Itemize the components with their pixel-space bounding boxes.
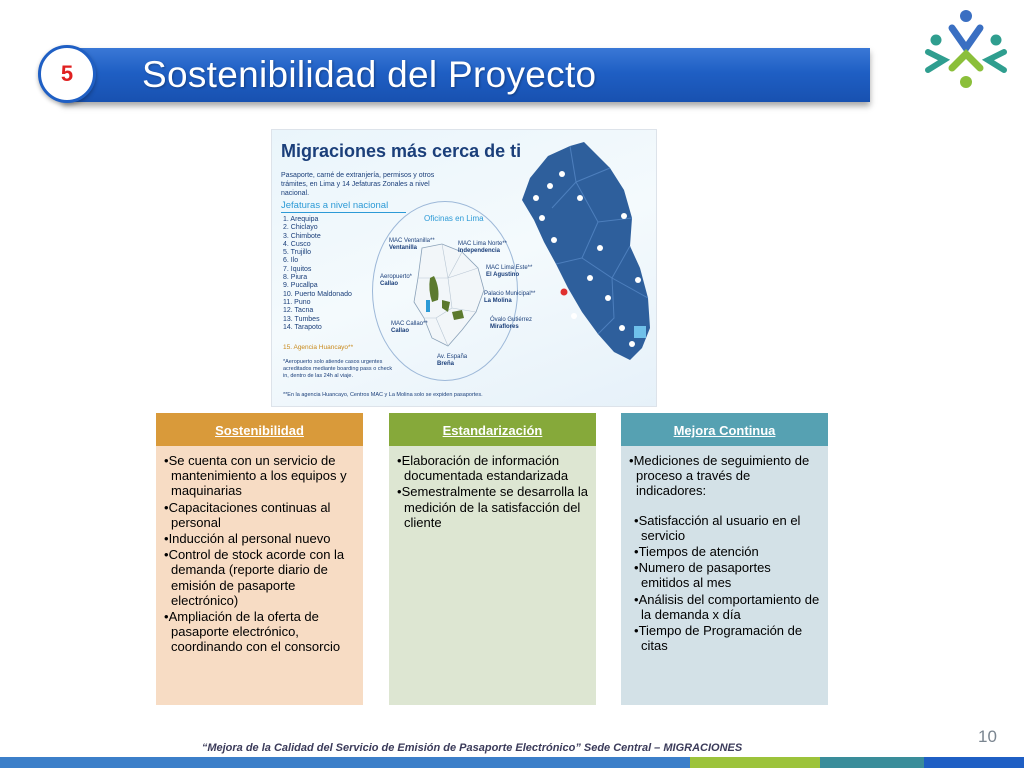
oficinas-title: Oficinas en Lima xyxy=(424,214,484,223)
office-label: MAC Lima Este** El Agustino xyxy=(486,265,533,278)
office-label: MAC Lima Norte** Independencia xyxy=(458,241,508,254)
jefaturas-title: Jefaturas a nivel nacional xyxy=(281,200,389,211)
bullet-list xyxy=(397,453,588,530)
list-item: • Análisis del comportamiento de la demanda x día xyxy=(629,592,820,622)
footer-color-bar xyxy=(0,757,1024,768)
list-item: 10. Puerto Maldonado xyxy=(283,290,352,298)
list-item: • Tiempos de atención xyxy=(629,544,820,559)
peru-map-icon xyxy=(512,138,654,363)
list-item: • Satisfacción al usuario en el servicio xyxy=(629,513,820,543)
jefaturas-divider xyxy=(281,212,406,213)
office-label: Óvalo Gutiérrez Miraflores xyxy=(490,317,533,330)
column-heading: Mejora Continua xyxy=(621,413,828,446)
migraciones-infographic xyxy=(271,129,657,407)
column-body xyxy=(389,446,596,705)
list-item: • Mediciones de seguimiento de proceso a través de indicadores: xyxy=(629,453,820,499)
sostenibilidad-column xyxy=(156,413,363,705)
jefaturas-list xyxy=(283,216,352,332)
list-item: 5. Trujillo xyxy=(283,249,312,257)
section-number-badge: 5 xyxy=(38,45,96,103)
huancayo-note: **En la agencia Huancayo, Centros MAC y La Molina solo se expiden pasaportes. xyxy=(283,392,483,398)
list-item: • Tiempo de Programación de citas xyxy=(629,623,820,653)
indicator-list xyxy=(629,513,820,654)
list-item: 7. Iquitos xyxy=(283,265,312,273)
list-item: 11. Puno xyxy=(283,298,311,306)
list-item: 8. Piura xyxy=(283,274,308,282)
list-item: • Semestralmente se desarrolla la medición de la satisfacción del cliente xyxy=(397,484,588,530)
mejora-continua-column xyxy=(621,413,828,705)
list-item: • Inducción al personal nuevo xyxy=(164,531,355,546)
list-item: • Elaboración de información documentada estandarizada xyxy=(397,453,588,483)
infographic-title: Migraciones más cerca de ti xyxy=(281,141,522,161)
list-item: 2. Chiclayo xyxy=(283,224,318,232)
column-heading: Estandarización xyxy=(389,413,596,446)
footer-caption: “Mejora de la Calidad del Servicio de Emisión de Pasaporte Electrónico” Sede Central – MIGRACIONES xyxy=(201,742,743,754)
list-item: 12. Tacna xyxy=(283,307,314,315)
page-number: 10 xyxy=(978,727,997,746)
list-item: • Capacitaciones continuas al personal xyxy=(164,500,355,530)
list-item: 1. Arequipa xyxy=(283,216,319,223)
office-label: MAC Callao** Callao xyxy=(391,321,428,334)
estandarizacion-column xyxy=(389,413,596,705)
list-item: 13. Tumbes xyxy=(283,315,320,323)
office-label: Av. España Breña xyxy=(437,354,468,367)
list-item: • Control de stock acorde con la demanda (reporte diario de emisión de pasaporte electrónico) xyxy=(164,547,355,608)
column-body xyxy=(156,446,363,705)
list-item: • Se cuenta con un servicio de mantenimiento a los equipos y maquinarias xyxy=(164,453,355,499)
office-label: Palacio Municipal** La Molina xyxy=(484,291,536,304)
migraciones-logo-icon xyxy=(922,8,1010,90)
infographic-subtitle: Pasaporte, carné de extranjería, permisos y otros trámites, en Lima y 14 Jefaturas Zonales a nivel nacional. xyxy=(281,172,435,197)
list-item: 9. Pucallpa xyxy=(283,282,318,290)
office-label: MAC Ventanilla** Ventanilla xyxy=(389,238,435,251)
footer-bar-segment xyxy=(820,757,924,768)
list-item: • Ampliación de la oferta de pasaporte electrónico, coordinando con el consorcio xyxy=(164,609,355,655)
bullet-list xyxy=(164,453,355,655)
list-item: • Numero de pasaportes emitidos al mes xyxy=(629,560,820,590)
footer-bar-segment xyxy=(690,757,820,768)
list-item: 14. Tarapoto xyxy=(283,323,322,331)
slide-title: Sostenibilidad del Proyecto xyxy=(142,54,597,95)
office-label: Aeropuerto* Callao xyxy=(380,274,413,287)
list-item: 3. Chimbote xyxy=(283,232,321,240)
list-item: 6. Ilo xyxy=(283,257,299,265)
huancayo-agency: 15. Agencia Huancayo** xyxy=(283,344,354,351)
list-item: 4. Cusco xyxy=(283,240,311,248)
column-heading: Sostenibilidad xyxy=(156,413,363,446)
footer-bar-segment xyxy=(924,757,1024,768)
column-body xyxy=(621,446,828,705)
footer-bar-segment xyxy=(0,757,690,768)
bullet-list xyxy=(629,453,820,499)
aeropuerto-note: *Aeropuerto solo atiende casos urgentes acreditados mediante boarding pass o check in, dentro de las 24h al viaje. xyxy=(283,359,393,379)
